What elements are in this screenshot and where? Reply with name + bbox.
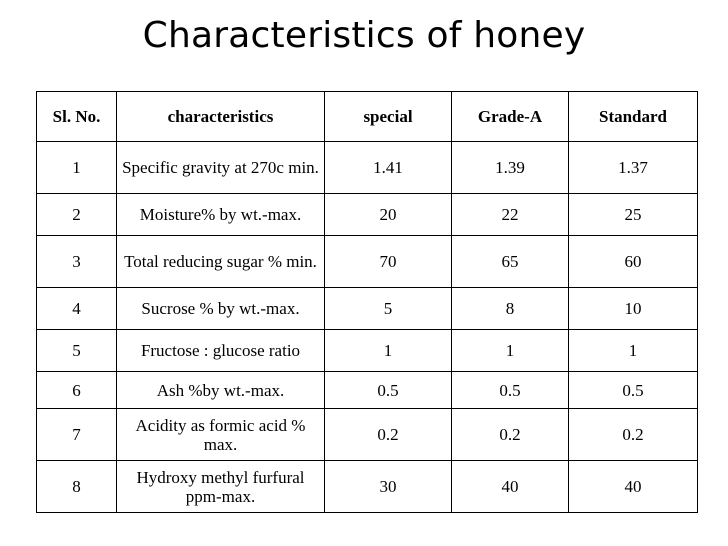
table-row [37,330,698,372]
sl-no-cell: 3 [37,236,117,288]
characteristic-cell: Sucrose % by wt.-max. [117,288,325,330]
grade-a-cell: 1 [452,330,569,372]
column-header-special: special [325,92,452,142]
sl-no-cell: 6 [37,372,117,409]
standard-cell: 1.37 [569,142,698,194]
standard-cell: 0.2 [569,409,698,461]
standard-cell: 0.5 [569,372,698,409]
grade-a-cell: 8 [452,288,569,330]
special-cell: 5 [325,288,452,330]
characteristic-cell: Specific gravity at 270c min. [117,142,325,194]
grade-a-cell: 0.5 [452,372,569,409]
grade-a-cell: 1.39 [452,142,569,194]
special-cell: 70 [325,236,452,288]
special-cell: 1 [325,330,452,372]
characteristic-cell: Fructose : glucose ratio [117,330,325,372]
characteristic-cell: Moisture% by wt.-max. [117,194,325,236]
characteristic-cell: Hydroxy methyl furfural ppm-max. [117,461,325,513]
standard-cell: 25 [569,194,698,236]
standard-cell: 60 [569,236,698,288]
table-row [37,194,698,236]
grade-a-cell: 40 [452,461,569,513]
column-header-grade-a: Grade-A [452,92,569,142]
sl-no-cell: 2 [37,194,117,236]
special-cell: 20 [325,194,452,236]
grade-a-cell: 0.2 [452,409,569,461]
characteristic-cell: Ash %by wt.-max. [117,372,325,409]
special-cell: 1.41 [325,142,452,194]
special-cell: 30 [325,461,452,513]
table-header-row [37,92,698,142]
standard-cell: 40 [569,461,698,513]
characteristic-cell: Total reducing sugar % min. [117,236,325,288]
sl-no-cell: 1 [37,142,117,194]
sl-no-cell: 5 [37,330,117,372]
table-row [37,372,698,409]
honey-characteristics-table [36,91,698,513]
sl-no-cell: 4 [37,288,117,330]
column-header-sl-no: Sl. No. [37,92,117,142]
grade-a-cell: 65 [452,236,569,288]
table-row [37,236,698,288]
page-title: Characteristics of honey [142,15,586,56]
grade-a-cell: 22 [452,194,569,236]
standard-cell: 1 [569,330,698,372]
column-header-standard: Standard [569,92,698,142]
table-row [37,288,698,330]
table-row [37,461,698,513]
table-row [37,409,698,461]
special-cell: 0.5 [325,372,452,409]
column-header-characteristics: characteristics [117,92,325,142]
sl-no-cell: 8 [37,461,117,513]
standard-cell: 10 [569,288,698,330]
special-cell: 0.2 [325,409,452,461]
table-row [37,142,698,194]
characteristic-cell: Acidity as formic acid % max. [117,409,325,461]
sl-no-cell: 7 [37,409,117,461]
